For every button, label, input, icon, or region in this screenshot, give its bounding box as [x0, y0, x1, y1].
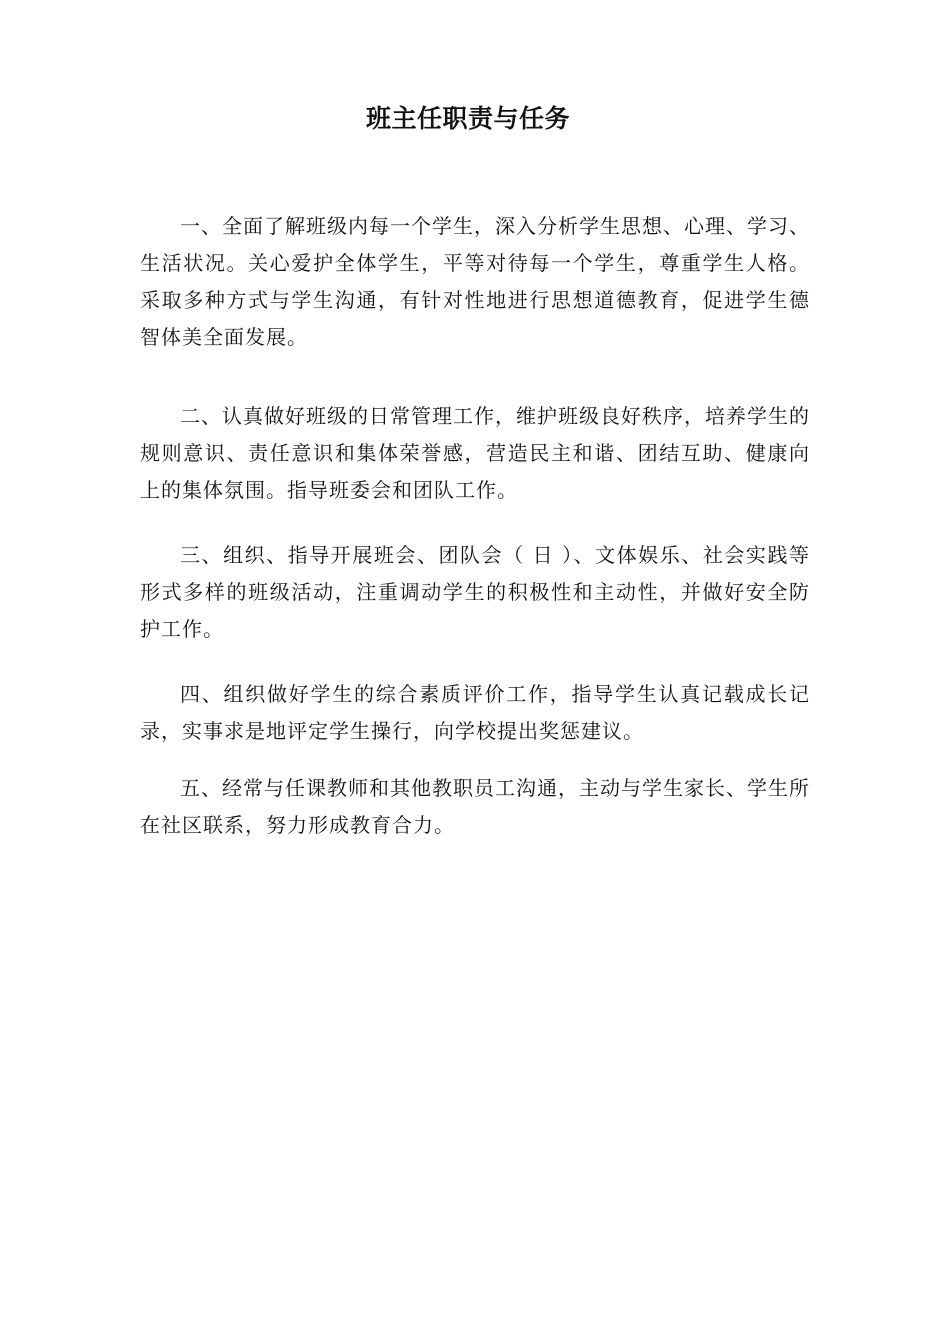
document-body [140, 208, 810, 844]
document-title: 班主任职责与任务 [365, 104, 570, 133]
paragraph-2: 二、认真做好班级的日常管理工作，维护班级良好秩序，培养学生的规则意识、责任意识和集体荣誉感，营造民主和谐、团结互助、健康向上的集体氛围。指导班委会和团队工作。 [140, 404, 810, 502]
paragraph-4: 四、组织做好学生的综合素质评价工作，指导学生认真记载成长记录，实事求是地评定学生操行，向学校提出奖惩建议。 [140, 682, 810, 743]
paragraph-5: 五、经常与任课教师和其他教职员工沟通，主动与学生家长、学生所在社区联系，努力形成教育合力。 [140, 776, 810, 837]
paragraph-1: 一、全面了解班级内每一个学生，深入分析学生思想、心理、学习、生活状况。关心爱护全体学生，平等对待每一个学生，尊重学生人格。采取多种方式与学生沟通，有针对性地进行思想道德教育，促进学生德智体美全面发展。 [140, 214, 810, 349]
paragraph-3: 三、组织、指导开展班会、团队会（ 日 ）、文体娱乐、社会实践等形式多样的班级活动，注重调动学生的积极性和主动性，并做好安全防护工作。 [140, 543, 810, 641]
